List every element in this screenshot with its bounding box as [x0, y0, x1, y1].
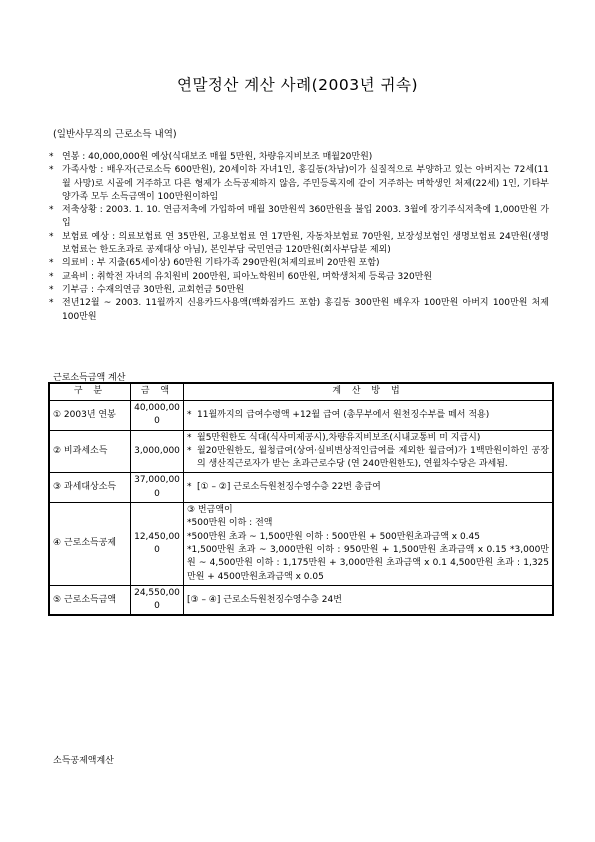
- row-method: [184, 585, 554, 615]
- bullet-mark: *: [49, 152, 54, 162]
- bullet-item: [49, 231, 549, 258]
- bullet-mark: *: [49, 298, 54, 309]
- method-mark: *: [187, 482, 192, 493]
- bullet-education: 교육비 : 취학전 자녀의 유치원비 200만원, 피아노학원비 60만원, 며학생처제 등록금 320만원: [62, 271, 433, 282]
- method-mark: *: [187, 409, 192, 420]
- row-item: ⑤ 근로소득금액: [49, 585, 131, 615]
- method-line: [187, 594, 549, 607]
- bullet-item: [49, 204, 549, 231]
- header-amount: 금 액: [131, 383, 184, 401]
- bullet-mark: *: [49, 284, 54, 295]
- method-line: [187, 445, 549, 472]
- method-text: *1,500만원 초과 ~ 3,000만원 이하 : 950만원 + 1,500만원 초과금액 x 0.15 *3,000만원 ~ 4,500만원 이하 : 1,175만원 + 3,000만원 초과금액 x 0.1 4,500만원 초과 : 1,325만원 + 4500만원초과금액 x 0.05: [187, 544, 549, 582]
- table-row: [49, 503, 553, 586]
- table-row: [49, 401, 553, 431]
- method-text: [③ – ④] 근로소득원천징수영수층 24번: [187, 594, 342, 605]
- bullet-credit-card: 전년12월 ~ 2003. 11월까지 신용카드사용액(백화점카드 포함) 홍길동 300만원 배우자 100만원 아버지 100만원 처제 100만원: [62, 298, 549, 322]
- method-line: [187, 544, 549, 584]
- method-text: *500만원 초과 ~ 1,500만원 이하 : 500만원 + 500만원초과금액 x 0.45: [187, 531, 480, 542]
- method-text: 11월까지의 급여수령액 +12월 급여 (총무부에서 원천징수부를 떼서 적용): [197, 409, 490, 420]
- table-row: [49, 473, 553, 503]
- bullet-item: [49, 257, 549, 270]
- bullet-mark: *: [49, 258, 54, 269]
- bullet-mark: *: [49, 231, 54, 242]
- bullet-item: [49, 164, 549, 204]
- header-method: 계 산 방 법: [184, 383, 554, 401]
- bullet-mark: *: [49, 271, 54, 282]
- bullet-salary: 연봉 : 40,000,000원 예상(식대보조 매월 5만원, 차량유지비보조 매월20만원): [62, 152, 373, 162]
- method-line: [187, 409, 549, 422]
- method-line: [187, 432, 549, 445]
- bullet-medical: 의료비 : 부 지출(65세이상) 60만원 기타가족 290만원(처제의료비 20만원 포함): [62, 258, 380, 269]
- table-caption: 근로소득금액 계산: [53, 373, 126, 383]
- row-amount: 40,000,000: [131, 401, 184, 431]
- row-item: ② 비과세소득: [49, 430, 131, 473]
- bullet-item: [49, 151, 549, 164]
- row-method: [184, 503, 554, 586]
- row-amount: 37,000,000: [131, 473, 184, 503]
- bullet-family: 가족사항 : 배우자(근로소득 600만원), 20세이하 자녀1인, 홍길동(차남)이가 실질적으로 부양하고 있는 아버지는 72세(11월 사망)로 시골에 거주하고 다른 형제가 소득공제하지 않음, 주민등록지에 같이 거주하는 며학생인 처제(22세) 1인, 기타부양가족 모두 소득금액이 100만원이하임: [62, 165, 549, 202]
- method-text: [① – ②] 근로소득원천징수영수층 22번 총급여: [197, 482, 381, 493]
- method-line: [187, 517, 549, 530]
- bullet-item: [49, 284, 549, 297]
- method-text: 월5만원한도 식대(식사미제공시),차량유지비보조(시내교통비 미 지급시): [197, 432, 481, 443]
- row-method: [184, 401, 554, 431]
- bullet-item: [49, 271, 549, 284]
- header-category: 구 분: [49, 383, 131, 401]
- method-line: [187, 481, 549, 494]
- method-mark: *: [187, 432, 192, 443]
- page-title: 연말정산 계산 사례(2003년 귀속): [176, 76, 419, 94]
- table-header-row: [49, 383, 553, 401]
- income-calculation-table: [48, 382, 554, 616]
- table-row: [49, 430, 553, 473]
- bullet-insurance: 보험료 예상 : 의료보험료 연 35만원, 고용보험료 연 17만원, 자동차보험료 70만원, 보장성보험인 생명보험료 24만원(생명보험료는 한도초과로 공제대상 아님), 본인부담 국민연금 120만원(회사부담분 제외): [62, 231, 549, 256]
- method-text: 월20만원한도, 월청급여(상여·실비변상적인급여를 제외한 월급여)가 1백만원이하인 공장의 생산직근로자가 받는 초과근로수당 (연 240만원한도), 연월차수당은 과세됨.: [197, 445, 549, 470]
- method-line: [187, 504, 549, 517]
- table-row: [49, 585, 553, 615]
- bullet-list: [49, 151, 549, 324]
- row-method: [184, 430, 554, 473]
- subtitle: (일반사무직의 근로소득 내역): [53, 129, 177, 140]
- row-amount: 24,550,000: [131, 585, 184, 615]
- row-method: [184, 473, 554, 503]
- bullet-item: [49, 297, 549, 324]
- row-item: ③ 과세대상소득: [49, 473, 131, 503]
- row-amount: 12,450,000: [131, 503, 184, 586]
- row-item: ① 2003년 연봉: [49, 401, 131, 431]
- method-text: *500만원 이하 : 전액: [187, 518, 273, 529]
- section-heading-deduction: 소득공제액계산: [53, 756, 114, 766]
- bullet-mark: *: [49, 205, 54, 216]
- row-item: ④ 근로소득공제: [49, 503, 131, 586]
- bullet-donation: 기부금 : 수재의연금 30만원, 교회헌금 50만원: [62, 284, 245, 295]
- bullet-savings: 저축상황 : 2003. 1. 10. 연금저축에 가입하여 매월 30만원씩 360만원을 불입 2003. 3월에 장기주식저축에 1,000만원 가입: [62, 205, 549, 229]
- method-line: [187, 531, 549, 544]
- method-text: ③ 번금액이: [187, 505, 233, 516]
- bullet-mark: *: [49, 165, 54, 176]
- method-mark: *: [187, 445, 192, 456]
- row-amount: 3,000,000: [131, 430, 184, 473]
